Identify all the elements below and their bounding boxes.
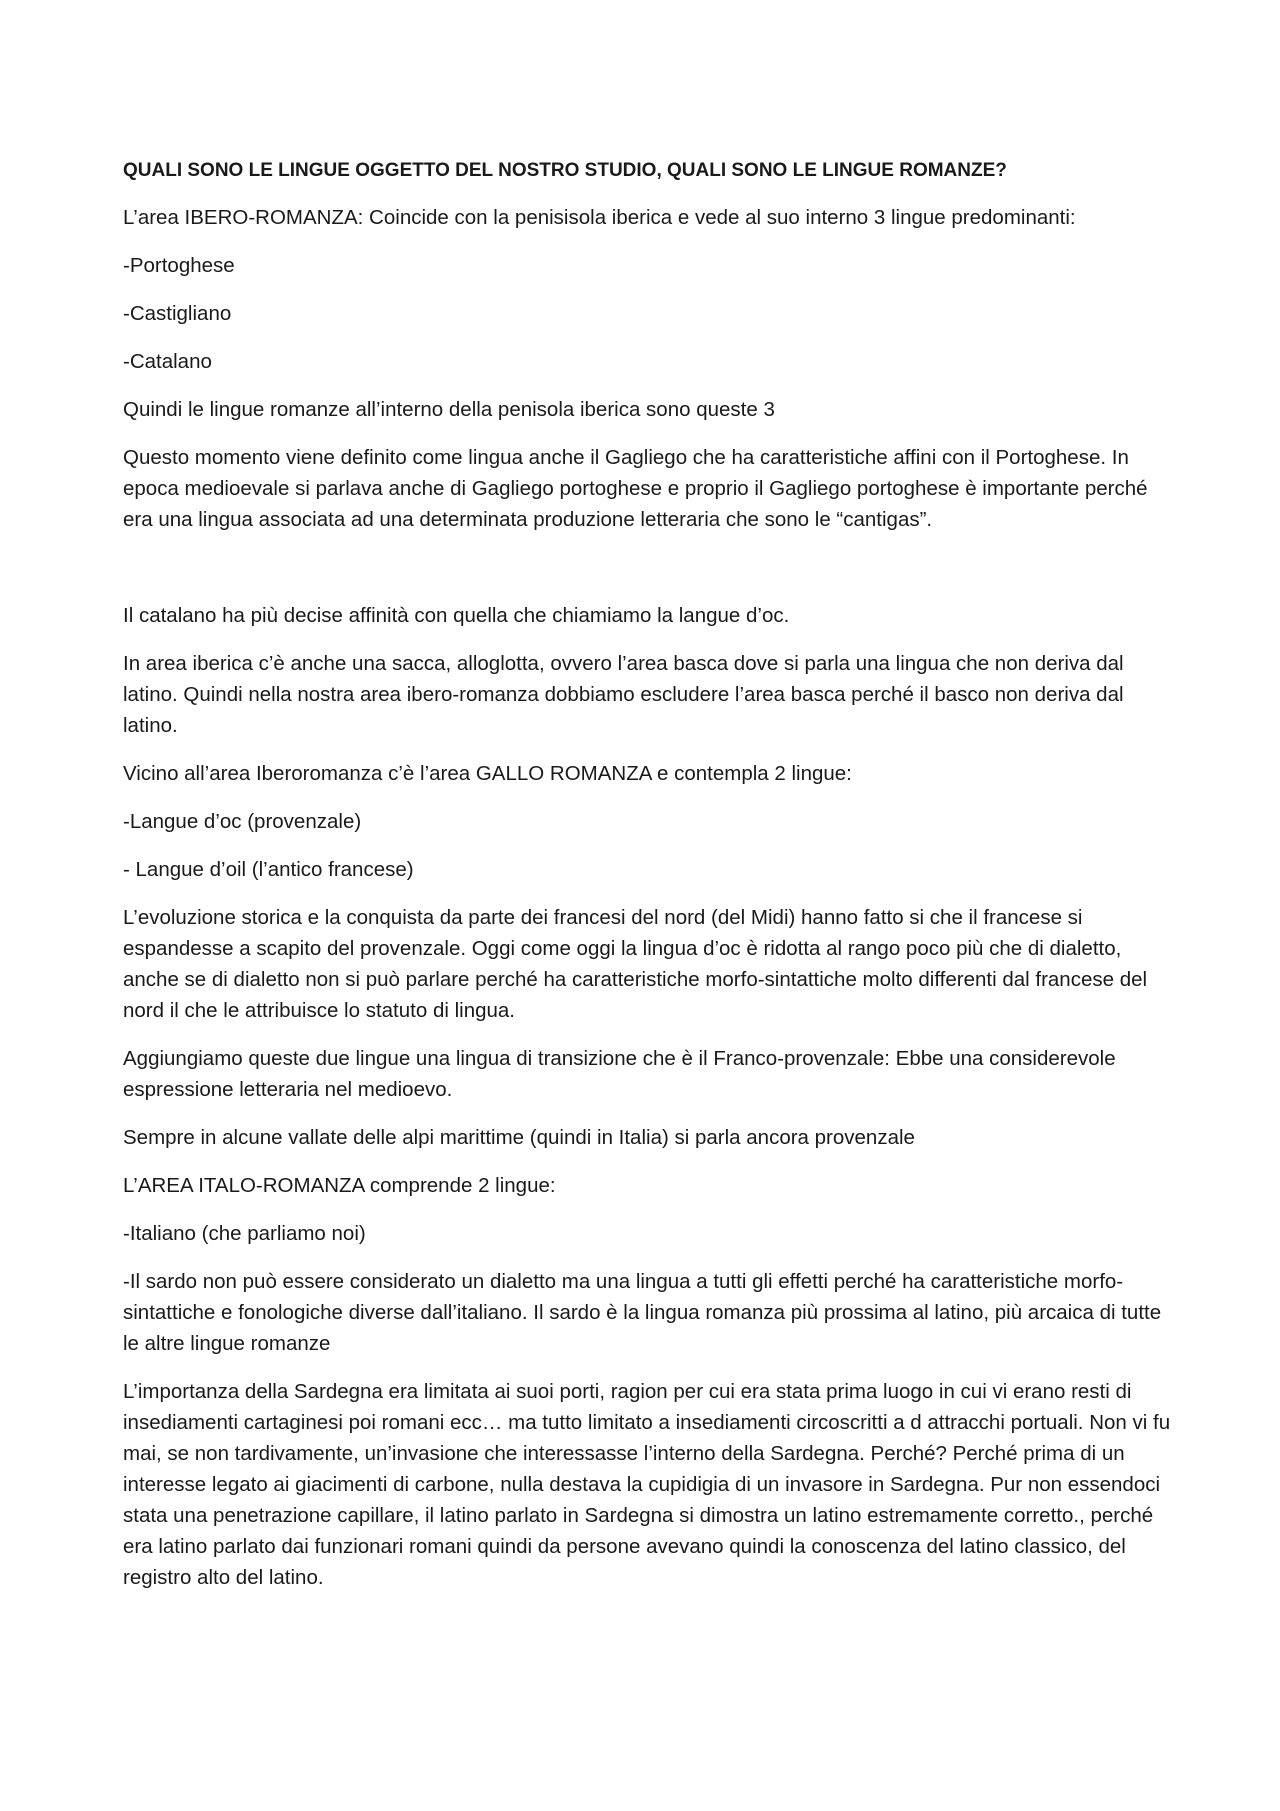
list-item-italiano: -Italiano (che parliamo noi) [123,1222,366,1245]
paragraph-italo-romanza-intro: L’AREA ITALO-ROMANZA comprende 2 lingue: [123,1174,556,1197]
paragraph-summary-iberian: Quindi le lingue romanze all’interno della penisola iberica sono queste 3 [123,398,775,421]
paragraph-franco-provenzale: Aggiungiamo queste due lingue una lingua di transizione che è il Franco-provenzale: Ebbe una considerevole espressione letteraria nel medioevo. [123,1047,1116,1101]
paragraph-ibero-romanza-intro: L’area IBERO-ROMANZA: Coincide con la penisisola iberica e vede al suo interno 3 lingue predominanti: [123,206,1076,229]
paragraph-historical-evolution: L’evoluzione storica e la conquista da parte dei francesi del nord (del Midi) hanno fatto si che il francese si espandesse a scapito del provenzale. Oggi come oggi la lingua d’oc è ridotta al rango poco più che di dialetto, anche se di dialetto non si può parlare perché ha caratteristiche morfo-sintattiche molto differenti dal francese del nord il che le attribuisce lo statuto di lingua. [123,906,1148,1022]
blank-line [123,552,1173,583]
list-item-castigliano: -Castigliano [123,302,232,325]
paragraph-basque-area: In area iberica c’è anche una sacca, alloglotta, ovvero l’area basca dove si parla una lingua che non deriva dal latino. Quindi nella nostra area ibero-romanza dobbiamo escludere l’area basca perché il basco non deriva dal latino. [123,652,1124,737]
paragraph-gallo-romanza-intro: Vicino all’area Iberoromanza c’è l’area GALLO ROMANZA e contempla 2 lingue: [123,762,852,785]
list-item-langue-doil: - Langue d’oil (l’antico francese) [123,858,414,881]
list-item-langue-doc: -Langue d’oc (provenzale) [123,810,362,833]
document-body [123,155,1173,1610]
list-item-sardo: -Il sardo non può essere considerato un dialetto ma una lingua a tutti gli effetti perché ha caratteristiche morfo-sintattiche e fonologiche diverse dall’italiano. Il sardo è la lingua romanza più prossima al latino, più arcaica di tutte le altre lingue romanze [123,1270,1162,1355]
document-heading: QUALI SONO LE LINGUE OGGETTO DEL NOSTRO STUDIO, QUALI SONO LE LINGUE ROMANZE? [123,160,1007,181]
paragraph-gagliego: Questo momento viene definito come lingua anche il Gagliego che ha caratteristiche affini con il Portoghese. In epoca medioevale si parlava anche di Gagliego portoghese e proprio il Gagliego portoghese è importante perché era una lingua associata ad una determinata produzione letteraria che sono le “cantigas”. [123,446,1148,531]
paragraph-catalano-affinity: Il catalano ha più decise affinità con quella che chiamiamo la langue d’oc. [123,604,790,627]
paragraph-alpi-marittime: Sempre in alcune vallate delle alpi marittime (quindi in Italia) si parla ancora provenzale [123,1126,915,1149]
list-item-portoghese: -Portoghese [123,254,235,277]
list-item-catalano: -Catalano [123,350,212,373]
paragraph-sardegna: L’importanza della Sardegna era limitata ai suoi porti, ragion per cui era stata prima luogo in cui vi erano resti di insediamenti cartaginesi poi romani ecc… ma tutto limitato a insediamenti circoscritti a d attracchi portuali. Non vi fu mai, se non tardivamente, un’invasione che interessasse l’interno della Sardegna. Perché? Perché prima di un interesse legato ai giacimenti di carbone, nulla destava la cupidigia di un invasore in Sardegna. Pur non essendoci stata una penetrazione capillare, il latino parlato in Sardegna si dimostra un latino estremamente corretto., perché era latino parlato dai funzionari romani quindi da persone avevano quindi la conoscenza del latino classico, del registro alto del latino. [123,1380,1171,1589]
